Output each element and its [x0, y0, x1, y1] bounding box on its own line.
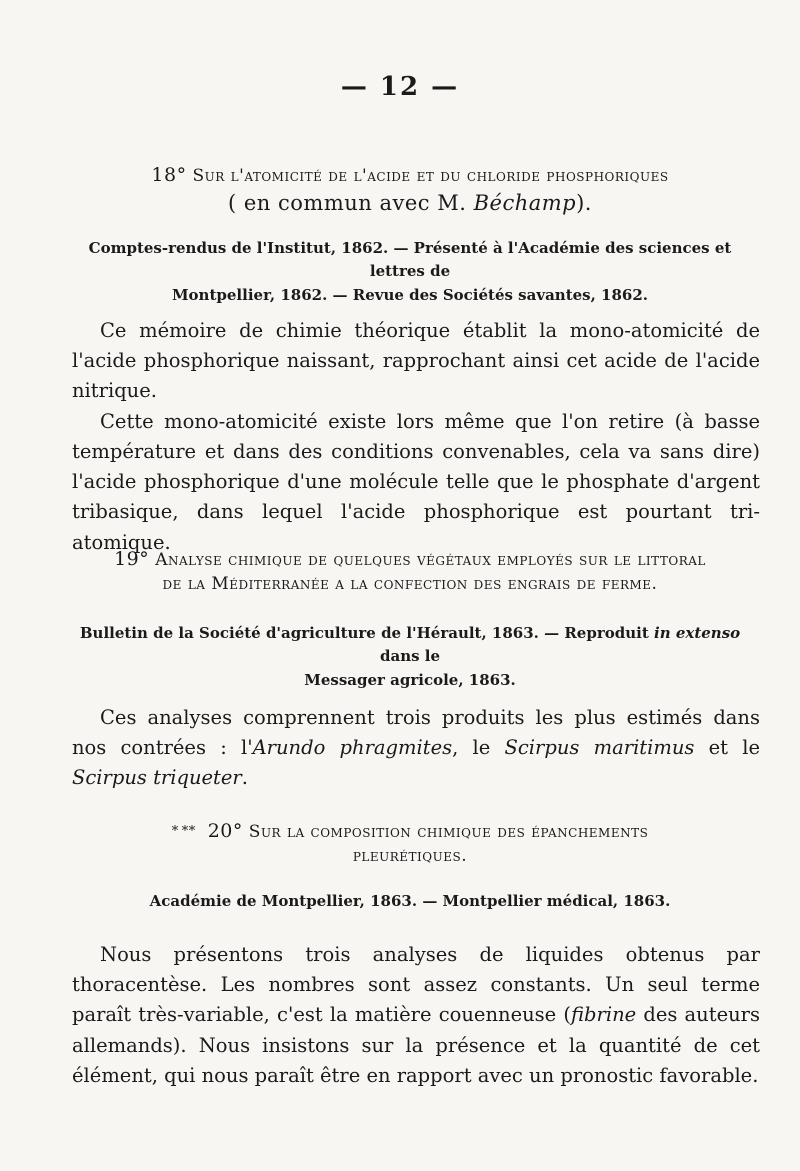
section-19-citation-part1: Bulletin de la Société d'agriculture de l'Hérault, 1863. — Reproduit — [79, 624, 654, 642]
section-19-title-line1: Analyse chimique de quelques végétaux employés sur le littoral — [155, 550, 706, 570]
section-19-citation-line2: Messager agricole, 1863. — [304, 670, 516, 689]
section-18-title: Sur l'atomicité de l'acide et du chloride phosphoriques — [192, 166, 669, 186]
section-20-title-line2: pleurétiques. — [352, 845, 468, 866]
section-18-citation-line1: Comptes-rendus de l'Institut, 1862. — Présenté à l'Académie des sciences et lettres de — [88, 239, 732, 281]
section-20-marker: * ** — [171, 824, 196, 839]
section-19-heading — [60, 546, 760, 597]
section-20-para-part2: des auteurs allemands). Nous insistons sur la présence et la quantité de cet élément, qui nous paraît être en rapport avec un pronostic favorable. — [72, 1003, 760, 1087]
section-18-subtitle-prefix: ( en commun avec M. — [228, 190, 474, 215]
section-18-citation-line2: Montpellier, 1862. — Revue des Sociétés savantes, 1862. — [171, 285, 649, 304]
section-19-citation — [70, 622, 750, 692]
section-19-citation-line1 — [70, 622, 750, 669]
section-20-citation — [70, 890, 750, 913]
section-20-paragraph — [72, 940, 760, 1091]
section-19-para-italic1: Arundo phragmites — [252, 736, 453, 760]
section-18-subtitle-suffix: ). — [576, 190, 592, 215]
section-20-citation-line: Académie de Montpellier, 1863. — Montpellier médical, 1863. — [149, 892, 671, 910]
section-20-para-italic1: fibrine — [571, 1003, 637, 1027]
section-20-number: 20° — [207, 820, 243, 842]
section-19-citation-italic: in extenso — [654, 624, 741, 642]
section-19-para-part3: et le — [694, 736, 761, 760]
section-20-para-part1: Nous présentons trois analyses de liquides obtenus par thoracentèse. Les nombres sont assez constants. Un seul terme paraît très-variable, c'est la matière couenneuse ( — [72, 943, 760, 1027]
section-19-body — [72, 703, 760, 794]
section-19-para-italic3: Scirpus triqueter — [72, 766, 242, 790]
section-18-paragraph-1: Ce mémoire de chimie théorique établit la mono-atomicité de l'acide phosphorique naissant, rapprochant ainsi cet acide de l'acide nitrique. — [72, 319, 760, 403]
section-19-paragraph — [72, 703, 760, 794]
section-18-subtitle-name: Béchamp — [473, 190, 577, 215]
section-18-heading — [60, 162, 760, 218]
section-19-para-part2: , le — [452, 736, 505, 760]
section-18-citation — [70, 237, 750, 307]
page-number: — 12 — — [340, 72, 460, 102]
section-19-citation-part2: dans le — [379, 647, 441, 666]
section-18-number: 18° — [151, 164, 187, 186]
section-18-paragraph-2: Cette mono-atomicité existe lors même que l'on retire (à basse température et dans des conditions convenables, cela va sans dire) l'acide phosphorique d'une molécule telle que le phosphate d'argent tribasique, dans lequel l'acide phosphorique est pourtant tri-atomique. — [72, 409, 760, 554]
section-20-heading — [60, 818, 760, 869]
section-19-para-italic2: Scirpus maritimus — [504, 736, 695, 760]
section-20-body — [72, 940, 760, 1091]
section-19-title-line2: de la Méditerranée a la confection des engrais de ferme. — [162, 573, 658, 594]
section-18-body — [72, 316, 760, 558]
section-20-title-line1: Sur la composition chimique des épanchements — [248, 822, 649, 842]
section-19-para-part1: Ces analyses comprennent trois produits les plus estimés dans nos contrées : l' — [72, 706, 760, 760]
section-19-para-part4: . — [241, 766, 248, 790]
section-19-number: 19° — [114, 548, 150, 570]
section-18-subtitle — [60, 189, 760, 218]
